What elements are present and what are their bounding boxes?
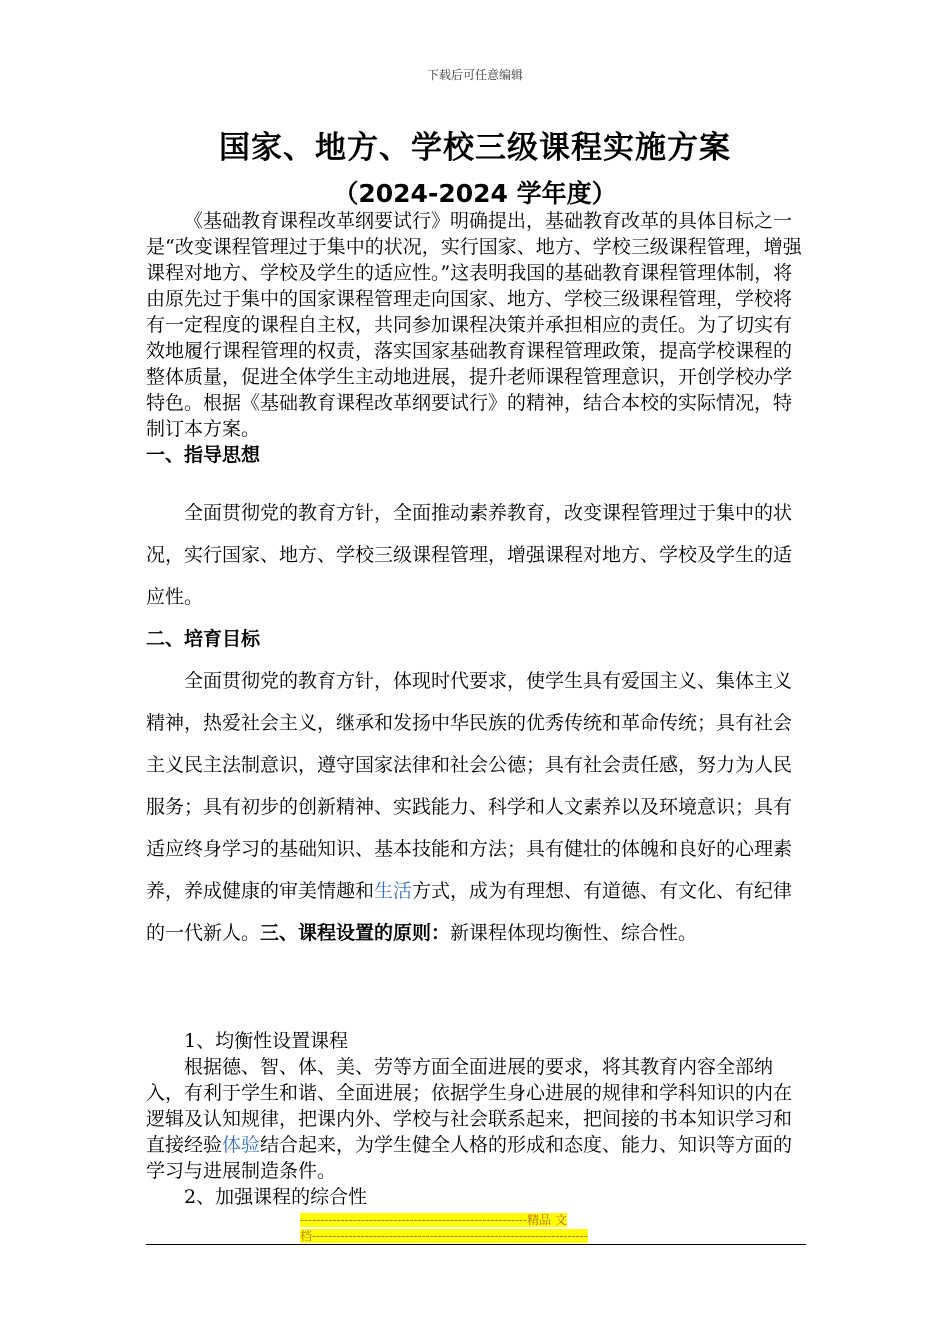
training-goals-paragraph	[146, 660, 806, 954]
footer-banner	[300, 1212, 646, 1244]
life-link[interactable]: 生活	[374, 880, 413, 902]
training-goals-text-b: 方式，成为有理想、有道德、有文化、有纪律的一代新人。	[146, 880, 793, 944]
training-goals-text-a: 全面贯彻党的教育方针，体现时代要求，使学生具有爱国主义、集体主义精神，热爱社会主义，继承和发扬中华民族的优秀传统和革命传统；具有社会主义民主法制意识，遵守国家法律和社会公德；具有社会责任感，努力为人民服务；具有初步的创新精神、实践能力、科学和人文素养以及环境意识；具有适应终身学习的基础知识、基本技能和方法；具有健壮的体魄和良好的心理素养，养成健康的审美情趣和	[146, 670, 793, 902]
page-title: 国家、地方、学校三级课程实施方案	[219, 130, 731, 166]
section-heading-guiding-thought: 一、指导思想	[146, 444, 261, 466]
intro-section	[146, 208, 806, 468]
item-1-paragraph	[146, 1054, 806, 1184]
header-note: 下载后可任意编辑	[426, 68, 523, 82]
item-2-title: 2、加强课程的综合性	[184, 1186, 368, 1208]
course-principles-lead: 新课程体现均衡性、综合性。	[450, 922, 698, 944]
intro-paragraph: 《基础教育课程改革纲要试行》明确提出，基础教育改革的具体目标之一是“改变课程管理过于集中的状况，实行国家、地方、学校三级课程管理，增强课程对地方、学校及学生的适应性。”这表明我国的基础教育课程管理体制，将由原先过于集中的国家课程管理走向国家、地方、学校三级课程管理，学校将有一定程度的课程自主权，共同参加课程决策并承担相应的责任。为了切实有效地履行课程管理的权责，落实国家基础教育课程管理政策，提高学校课程的整体质量，促进全体学生主动地进展，提升老师课程管理意识，开创学校办学特色。根据《基础教育课程改革纲要试行》的精神，结合本校的实际情况，特制订本方案。	[146, 210, 802, 440]
section-heading-course-principles: 三、课程设置的原则：	[260, 922, 451, 944]
item-1-text-b: 结合起来，为学生健全人格的形成和态度、能力、知识等方面的学习与进展制造条件。	[146, 1134, 793, 1182]
footer-divider	[146, 1244, 806, 1245]
experience-link[interactable]: 体验	[222, 1134, 261, 1156]
page-subtitle: （2024-2024 学年度）	[333, 179, 617, 208]
guiding-thought-paragraph: 全面贯彻党的教育方针，全面推动素养教育，改变课程管理过于集中的状况，实行国家、地方、学校三级课程管理，增强课程对地方、学校及学生的适应性。	[146, 502, 793, 608]
item-1-title: 1、均衡性设置课程	[184, 1030, 349, 1052]
footer-banner-line-2: 档--------------------------------------------------------------------	[300, 1229, 588, 1243]
footer-banner-line-1: --------------------------------------------------------精品 文	[300, 1213, 567, 1227]
section-heading-training-goals: 二、培育目标	[146, 628, 261, 650]
guiding-thought-section	[146, 492, 806, 954]
course-principles-section	[146, 1028, 806, 1210]
item-1-text-a: 根据德、智、体、美、劳等方面全面进展的要求，将其教育内容全部纳入，有利于学生和谐、全面进展；依据学生身心进展的规律和学科知识的内在逻辑及认知规律，把课内外、学校与社会联系起来，把间接的书本知识学习和直接经验	[146, 1056, 793, 1156]
